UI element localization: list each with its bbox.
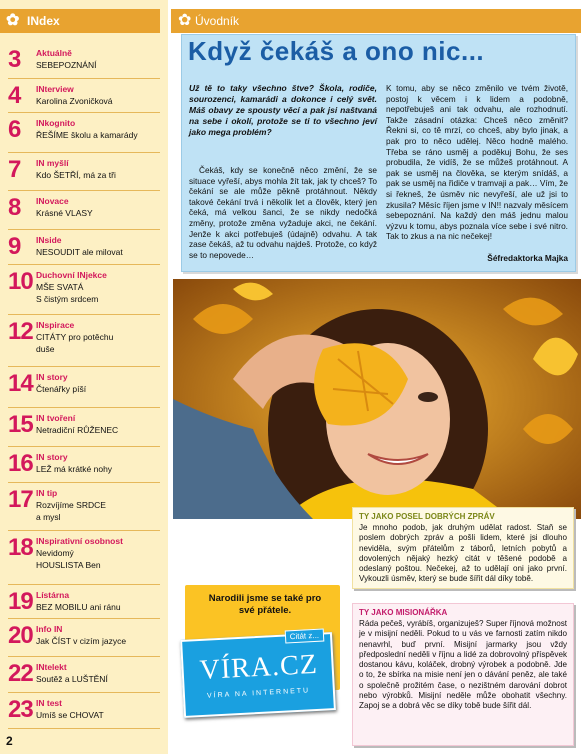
index-subtitle: duše <box>36 344 55 354</box>
index-category: IN myšlí <box>36 158 69 168</box>
messenger-heading: TY JAKO POSEL DOBRÝCH ZPRÁV <box>359 512 495 521</box>
index-title: Čtenářky píší <box>36 384 87 394</box>
index-title: NESOUDIT ale milovat <box>36 247 123 257</box>
article-body-left: Čekáš, kdy se konečně něco změní, že se situace vyřeší, abys mohla žít tak, jak ty chceš? To čekání se ale může pěkně protáhnout. Někdy takové čekání trvá i několik let a člověk, který jen čeká, má velkou šanci, že se nikdy nedočká změny, protože změna vyžaduje akci, ne čekání. Jenže k akci potřebuješ (údajně) odvahu. A tak zase čekáš, až tu odvahu najdeš. Protože, co když se to nepovede… <box>189 165 377 260</box>
quote-text: Narodili jsme se také pro své přátele. <box>208 593 322 616</box>
index-title: Kdo ŠETŘÍ, má za tři <box>36 170 116 180</box>
index-subtitle: a mysl <box>36 512 61 522</box>
article-body-right: K tomu, aby se něco změnilo ve tvém životě, postoj k věcem i k lidem a podobně, nepotřebuješ ani tak odvahu, ale rozhodnutí. Takže zásadní otázka: Chceš něco změnit? Řekni si, co tě mrzí, co chceš, aby bylo jinak, a pak pro to něco udělej. Něco hodně malého. Třeba se ráno usměj a poděkuj Bohu, že ses probudila, že vidíš, že se můžeš protáhnout. A pak se usměj na člověka, se kterým snídáš, a pak se usměj na řidiče v tramvaji a pak… Vím, že si řekneš, že úsměv nic nevyřeší, ale už jsi to zkusila? Měsíc říjen jsme v IN!! nazvaly měsícem sebepoznání. Na každý den máš jednu malou výzvu k tomu, abys poznala více sebe i své nitro. Tak to zkus a na nic nečekej! <box>386 83 568 242</box>
divider <box>8 264 160 265</box>
divider <box>8 190 160 191</box>
index-title: Umíš se CHOVAT <box>36 710 104 720</box>
index-page-number: 4 <box>8 82 21 109</box>
divider <box>8 407 160 408</box>
index-subtitle: HOUSLISTA Ben <box>36 560 101 570</box>
divider <box>8 229 160 230</box>
index-title: SEBEPOZNÁNÍ <box>36 60 97 70</box>
index-page-number: 23 <box>8 696 33 723</box>
index-category: INterview <box>36 84 74 94</box>
missionary-text: Ráda pečeš, vyrábíš, organizuješ? Super říjnová možnost je v misijní neděli. Pokud to u vás ve farnosti zatím nikdo nenavrhl, buď první. Misijní jarmarky jsou vždy předposlední neděli v říjnu a lidé za dobrovolný příspěvek dostanou kávu, koláček, drobný výrobek a podobně. Jde o to, že sbírka na misie není jen o dávání peněz, ale také o společně prožitém čase, o nezištném darování dobrot nebo výrobků. Misijní neděle může obohatit všechny. Zapoj se a dobrá věc se díky tobě bude šířit dál. <box>359 619 567 711</box>
index-page-number: 12 <box>8 318 33 345</box>
quote-badge: Citát z... <box>284 629 324 644</box>
index-page-number: 6 <box>8 116 21 143</box>
index-category: INside <box>36 235 62 245</box>
index-category: Info IN <box>36 624 63 634</box>
missionary-box <box>352 603 574 746</box>
index-column <box>0 0 168 754</box>
signature: Šéfredaktorka Majka <box>487 253 568 263</box>
index-title: BEZ MOBILU ani ránu <box>36 602 121 612</box>
messenger-text: Je mnoho podob, jak druhým udělat radost. Staň se poslem dobrých zpráv a pošli lidem, které jsi dlouho neviděla, svým přátelům z táborů, letních pobytů a dovolených nějaký hezký citát v těšené podobě a odeslaný poštou. Nečekej, až to udělají oni jako první. Vykouzli úsměv, který se bude šířit dál díky tobě. <box>359 523 567 584</box>
flower-icon: ✿ <box>178 12 192 29</box>
index-category: INspirativní osobnost <box>36 536 123 546</box>
index-page-number: 7 <box>8 156 21 183</box>
divider <box>8 728 160 729</box>
article-lead: Už tě to taky všechno štve? Škola, rodiče, sourozenci, kamarádi a dokonce i celý svět. Máš obavy ze spousty věcí a pak jsi naštvaná na sebe i okolí, protože se ti to všechno jeví jako mega problém? <box>189 83 377 137</box>
divider <box>8 152 160 153</box>
divider <box>8 446 160 447</box>
index-category: IN story <box>36 452 68 462</box>
index-category: IN tvoření <box>36 413 76 423</box>
divider <box>8 314 160 315</box>
index-title: ŘEŠÍME školu a kamarády <box>36 130 138 140</box>
divider <box>8 656 160 657</box>
index-title: LEŽ má krátké nohy <box>36 464 113 474</box>
editorial-label: Úvodník <box>195 14 240 28</box>
index-category: IN tip <box>36 488 58 498</box>
divider <box>8 584 160 585</box>
article-title: Když čekáš a ono nic... <box>188 36 485 66</box>
index-title: Rozvíjíme SRDCE <box>36 500 106 510</box>
vira-tagline: VÍRA NA INTERNETU <box>206 687 311 700</box>
divider <box>8 366 160 367</box>
index-page-number: 16 <box>8 450 33 477</box>
index-page-number: 9 <box>8 233 21 260</box>
index-page-number: 14 <box>8 370 33 397</box>
vira-logo: VÍRA.CZ <box>198 648 319 687</box>
index-title: Nevidomý <box>36 548 74 558</box>
page-number: 2 <box>6 734 13 748</box>
index-category: INtelekt <box>36 662 67 672</box>
index-page-number: 22 <box>8 660 33 687</box>
divider <box>8 112 160 113</box>
index-title: Netradiční RŮŽENEC <box>36 425 119 435</box>
messenger-box <box>352 507 574 589</box>
index-title: Soutěž a LUŠTĚNÍ <box>36 674 108 684</box>
flower-icon: ✿ <box>6 12 20 29</box>
divider <box>8 618 160 619</box>
vira-ad[interactable] <box>180 632 336 718</box>
index-page-number: 17 <box>8 486 33 513</box>
index-page-number: 15 <box>8 411 33 438</box>
index-category: IN test <box>36 698 62 708</box>
index-title: CITÁTY pro potěchu <box>36 332 114 342</box>
index-category: Lístárna <box>36 590 70 600</box>
index-header <box>0 9 160 33</box>
index-category: Duchovní INjekce <box>36 270 107 280</box>
index-category: Aktuálně <box>36 48 72 58</box>
index-category: IN story <box>36 372 68 382</box>
index-category: INovace <box>36 196 69 206</box>
missionary-heading: TY JAKO MISIONÁŘKA <box>359 608 448 617</box>
editorial-header <box>171 9 581 33</box>
index-title: Krásné VLASY <box>36 208 93 218</box>
index-subtitle: S čistým srdcem <box>36 294 99 304</box>
index-page-number: 18 <box>8 534 33 561</box>
index-page-number: 19 <box>8 588 33 615</box>
divider <box>8 692 160 693</box>
index-category: INkognito <box>36 118 76 128</box>
index-title: INdex <box>27 14 60 28</box>
divider <box>8 530 160 531</box>
divider <box>8 78 160 79</box>
divider <box>8 482 160 483</box>
index-title: MŠE SVATÁ <box>36 282 84 292</box>
index-page-number: 3 <box>8 46 21 73</box>
index-page-number: 8 <box>8 194 21 221</box>
index-category: INspirace <box>36 320 75 330</box>
index-title: Jak ČÍST v cizím jazyce <box>36 636 127 646</box>
index-page-number: 10 <box>8 268 33 295</box>
index-page-number: 20 <box>8 622 33 649</box>
cover-photo <box>173 279 581 519</box>
index-title: Karolina Zvoničková <box>36 96 113 106</box>
